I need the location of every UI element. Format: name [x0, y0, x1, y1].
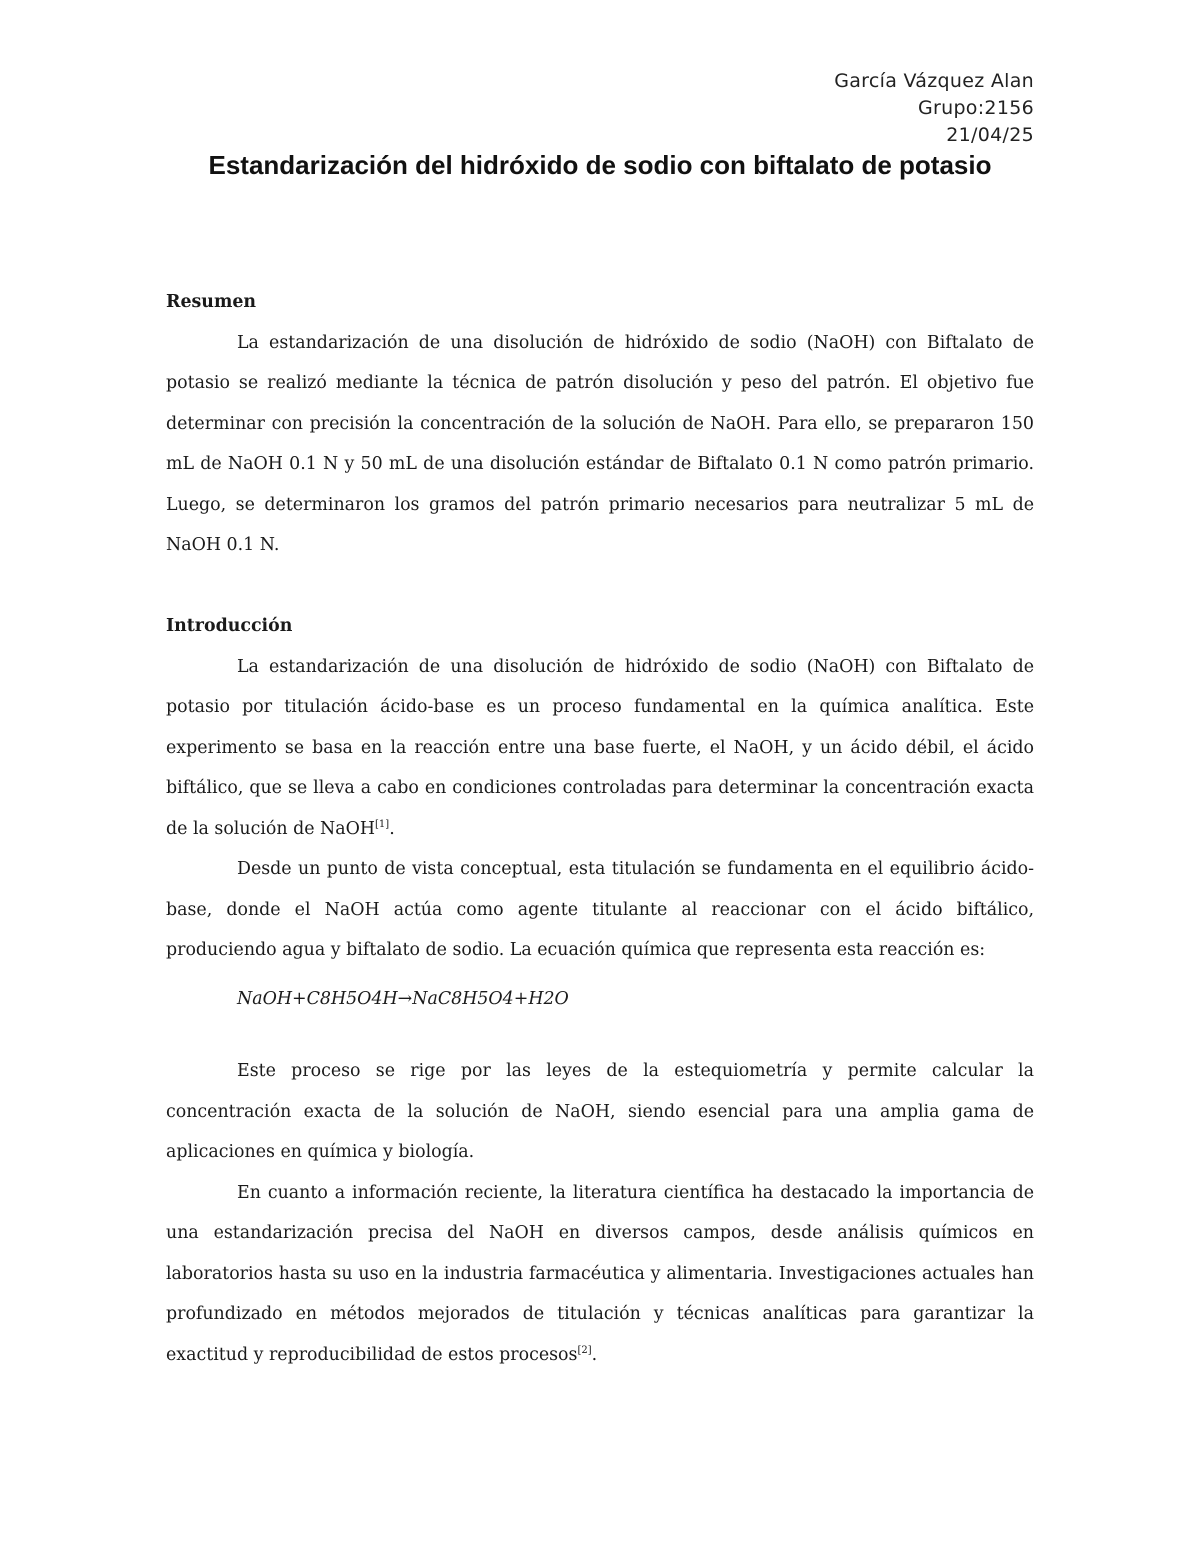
intro-paragraph-1-end: .: [389, 818, 395, 839]
group-number: Grupo:2156: [917, 97, 1034, 119]
intro-paragraph-4-end: .: [591, 1344, 598, 1365]
intro-paragraph-1: [166, 647, 1034, 850]
equation-spacer-bottom: [166, 1019, 1034, 1051]
equation-spacer-top: [166, 971, 1034, 979]
document-body: [166, 282, 1034, 1375]
resumen-paragraph: La estandarización de una disolución de hidróxido de sodio (NaOH) con Biftalato de potasio se realizó mediante la técnica de patrón disolución y peso del patrón. El objetivo fue determinar con precisión la concentración de la solución de NaOH. Para ello, se prepararon 150 mL de NaOH 0.1 N y 50 mL de una disolución estándar de Biftalato 0.1 N como patrón primario. Luego, se determinaron los gramos del patrón primario necesarios para neutralizar 5 mL de NaOH 0.1 N.: [166, 332, 1034, 555]
document-title: Estandarización del hidróxido de sodio con biftalato de potasio: [208, 150, 992, 180]
chemical-equation: NaOH+C8H5O4H→NaC8H5O4+H2O: [237, 988, 569, 1009]
intro-paragraph-4: [166, 1173, 1034, 1376]
section-heading-resumen: Resumen: [166, 292, 257, 312]
intro-paragraph-1-text: La estandarización de una disolución de hidróxido de sodio (NaOH) con Biftalato de potasio por titulación ácido-base es un proceso fundamental en la química analítica. Este experimento se basa en la reacción entre una base fuerte, el NaOH, y un ácido débil, el ácido biftálico, que se lleva a cabo en condiciones controladas para determinar la concentración exacta de la solución de NaOH: [166, 656, 1034, 839]
document-date: 21/04/25: [946, 124, 1034, 146]
intro-paragraph-3: Este proceso se rige por las leyes de la estequiometría y permite calcular la concentración exacta de la solución de NaOH, siendo esencial para una amplia gama de aplicaciones en química y biología.: [166, 1061, 1034, 1162]
intro-paragraph-4-text: En cuanto a información reciente, la literatura científica ha destacado la importancia de una estandarización precisa del NaOH en diversos campos, desde análisis químicos en laboratorios hasta su uso en la industria farmacéutica y alimentaria. Investigaciones actuales han profundizado en métodos mejorados de titulación y técnicas analíticas para garantizar la exactitud y reproducibilidad de estos procesos: [166, 1182, 1034, 1365]
author-name: García Vázquez Alan: [834, 70, 1034, 92]
intro-paragraph-2: Desde un punto de vista conceptual, esta titulación se fundamenta en el equilibrio ácido-base, donde el NaOH actúa como agente titulante al reaccionar con el ácido biftálico, produciendo agua y biftalato de sodio. La ecuación química que representa esta reacción es:: [166, 859, 1034, 960]
citation-ref-2[interactable]: [2]: [577, 1344, 592, 1356]
section-heading-introduccion: Introducción: [166, 616, 293, 636]
author-header: [834, 68, 1034, 149]
citation-ref-1[interactable]: [1]: [375, 818, 390, 830]
section-spacer: [166, 566, 1034, 607]
